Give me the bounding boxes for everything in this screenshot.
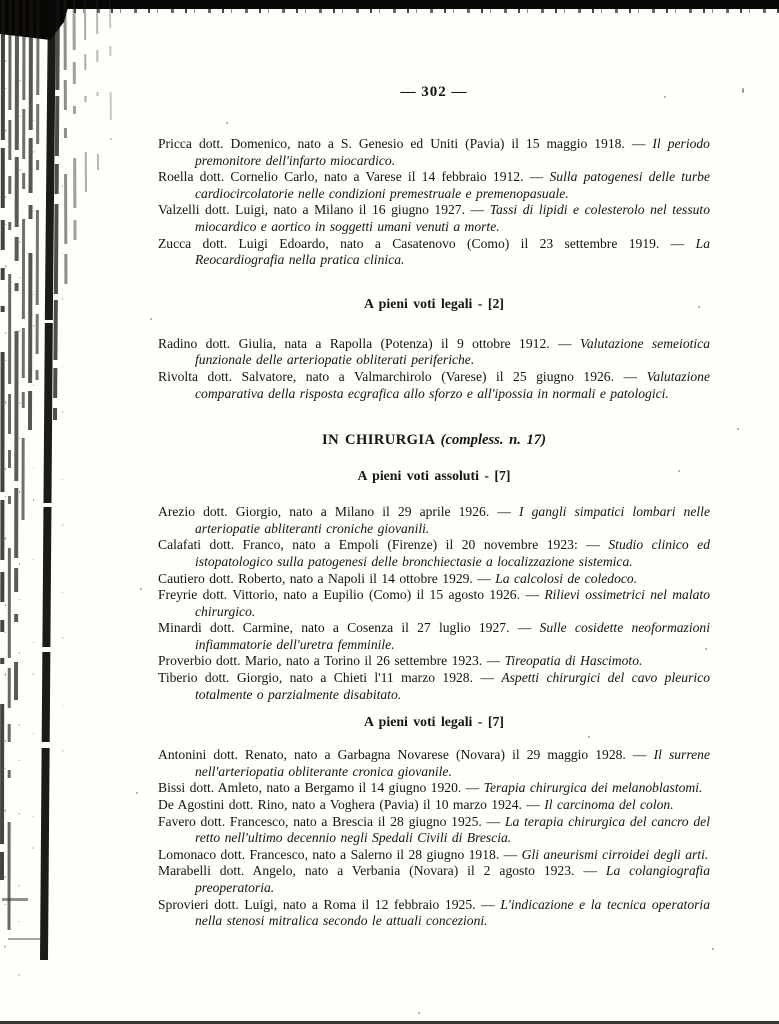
section-heading-legali-7: A pieni voti legali - [7]	[364, 714, 504, 730]
faculty-name: IN CHIRURGIA	[321, 432, 435, 449]
scan-speck	[418, 1012, 420, 1014]
text-column	[158, 136, 710, 930]
section-heading-chirurgia	[158, 432, 710, 449]
graduate-entry	[158, 336, 710, 369]
thesis-title: I gangli simpatici lombari nelle arteriopatie abliteranti croniche giovanili.	[195, 504, 710, 536]
thesis-title: Tassi di lipidi e colesterolo nel tessuto miocardico e aortico in soggetti umani venuti a morte.	[195, 202, 710, 234]
thesis-title: Tireopatia di Hascimoto.	[504, 653, 643, 669]
thesis-title: Sulla patogenesi delle turbe cardiocircolatorie nelle condizioni premestruale e premenopasuale.	[195, 169, 710, 201]
graduate-entry	[158, 653, 710, 670]
graduate-info: Bissi dott. Amleto, nato a Bergamo il 14 giugno 1920. —	[158, 780, 484, 796]
thesis-title: Valutazione comparativa della risposta ecgrafica allo sforzo e all'ipossia in normali e patologici.	[195, 368, 710, 401]
page-number: — 302 —	[400, 84, 468, 100]
graduate-info: Freyrie dott. Vittorio, nato a Eupilio (Como) il 15 agosto 1926. —	[158, 587, 545, 603]
graduate-info: Arezio dott. Giorgio, nato a Milano il 29 aprile 1926. —	[158, 504, 520, 520]
graduate-entry	[158, 587, 710, 620]
graduate-info: Pricca dott. Domenico, nato a S. Genesio ed Uniti (Pavia) il 15 maggio 1918. —	[158, 136, 653, 151]
graduate-entry	[158, 504, 710, 537]
thesis-title: Il carcinoma del colon.	[544, 797, 674, 813]
graduate-info: Marabelli dott. Angelo, nato a Verbania (Novara) il 2 agosto 1923. —	[158, 863, 606, 879]
scan-speck	[742, 88, 744, 93]
scan-speck	[737, 428, 739, 430]
graduate-info: Favero dott. Francesco, nato a Brescia il 28 giugno 1925. —	[158, 813, 505, 829]
graduate-entry	[158, 847, 710, 864]
graduate-entry	[158, 797, 710, 814]
graduate-entry	[158, 897, 710, 930]
graduate-info: Sprovieri dott. Luigi, nato a Roma il 12 febbraio 1925. —	[158, 896, 501, 912]
graduate-info: Zucca dott. Luigi Edoardo, nato a Casatenovo (Como) il 23 settembre 1919. —	[158, 235, 696, 251]
thesis-title: Gli aneurismi cirroidei degli arti.	[521, 846, 709, 862]
scan-speck	[140, 588, 142, 590]
thesis-title: Aspetti chirurgici del cavo pleurico totalmente o parzialmente disabitato.	[195, 670, 710, 702]
graduate-info: Tiberio dott. Giorgio, nato a Chieti l'11 marzo 1928. —	[158, 670, 502, 686]
graduate-entry	[158, 136, 710, 169]
graduate-entry	[158, 620, 710, 653]
thesis-title: Sulle cosidette neoformazioni infiammatorie dell'uretra femminile.	[195, 620, 710, 652]
graduate-info: Radino dott. Giulia, nata a Rapolla (Potenza) il 9 ottobre 1912. —	[158, 335, 581, 351]
section-heading-legali-2: A pieni voti legali - [2]	[364, 295, 504, 311]
graduate-info: Rivolta dott. Salvatore, nato a Valmarchirolo (Varese) il 25 giugno 1926. —	[158, 368, 647, 384]
graduate-entry	[158, 537, 710, 570]
thesis-title: Il surrene nell'arteriopatia obliterante cronica giovanile.	[195, 747, 710, 779]
thesis-title: La terapia chirurgica del cancro del retto nell'ultimo decennio negli Spedali Civili di Brescia.	[195, 813, 710, 846]
graduate-info: Proverbio dott. Mario, nato a Torino il 26 settembre 1923. —	[158, 653, 505, 669]
graduate-entry	[158, 670, 710, 703]
graduate-entry	[158, 780, 710, 797]
graduate-info: Cautiero dott. Roberto, nato a Napoli il 14 ottobre 1929. —	[158, 570, 496, 586]
thesis-title: Terapia chirurgica dei melanoblastomi.	[483, 780, 703, 796]
scan-speck	[226, 122, 228, 124]
graduate-entry	[158, 169, 710, 202]
graduate-entry	[158, 863, 710, 896]
thesis-title: Valutazione semeiotica funzionale delle arteriopatie obliterati periferiche.	[195, 335, 711, 368]
thesis-title: La Reocardiografia nella pratica clinica.	[195, 235, 710, 268]
graduate-entry	[158, 814, 710, 847]
graduate-entry	[158, 202, 710, 235]
section-heading-assoluti-7: A pieni voti assoluti - [7]	[357, 468, 511, 484]
thesis-title: La colangiografia preoperatoria.	[195, 863, 710, 895]
graduate-info: De Agostini dott. Rino, nato a Voghera (Pavia) il 10 marzo 1924. —	[158, 797, 545, 813]
scan-speck	[150, 318, 152, 320]
graduate-info: Minardi dott. Carmine, nato a Cosenza il 27 luglio 1927. —	[158, 620, 540, 636]
graduate-info: Valzelli dott. Luigi, nato a Milano il 16 giugno 1927. —	[158, 202, 490, 218]
scan-speck	[136, 792, 138, 794]
scan-speck	[712, 948, 714, 950]
thesis-title: Rilievi ossimetrici nel malato chirurgico.	[195, 587, 710, 619]
graduate-entry	[158, 369, 710, 402]
thesis-title: L'indicazione e la tecnica operatoria nella stenosi mitralica secondo le attuali concezioni.	[195, 896, 710, 929]
graduate-info: Lomonaco dott. Francesco, nato a Salerno il 28 giugno 1918. —	[158, 846, 522, 862]
thesis-title: Studio clinico ed istopatologico sulla patogenesi delle bronchiectasie a localizzazione sistemica.	[195, 537, 710, 569]
scan-binding-gutter	[0, 0, 130, 1024]
graduate-info: Calafati dott. Franco, nato a Empoli (Firenze) il 20 novembre 1923: —	[158, 537, 609, 553]
graduate-info: Roella dott. Cornelio Carlo, nato a Varese il 14 febbraio 1912. —	[158, 169, 550, 185]
graduate-info: Antonini dott. Renato, nato a Garbagna Novarese (Novara) il 29 maggio 1928. —	[158, 747, 654, 763]
graduate-entry	[158, 747, 710, 780]
thesis-title: La calcolosi de coledoco.	[495, 570, 638, 586]
faculty-count-note: (compless. n. 17)	[440, 432, 547, 449]
thesis-title: Il periodo premonitore dell'infarto miocardico.	[195, 136, 710, 168]
graduate-entry	[158, 236, 710, 269]
graduate-entry	[158, 571, 710, 588]
